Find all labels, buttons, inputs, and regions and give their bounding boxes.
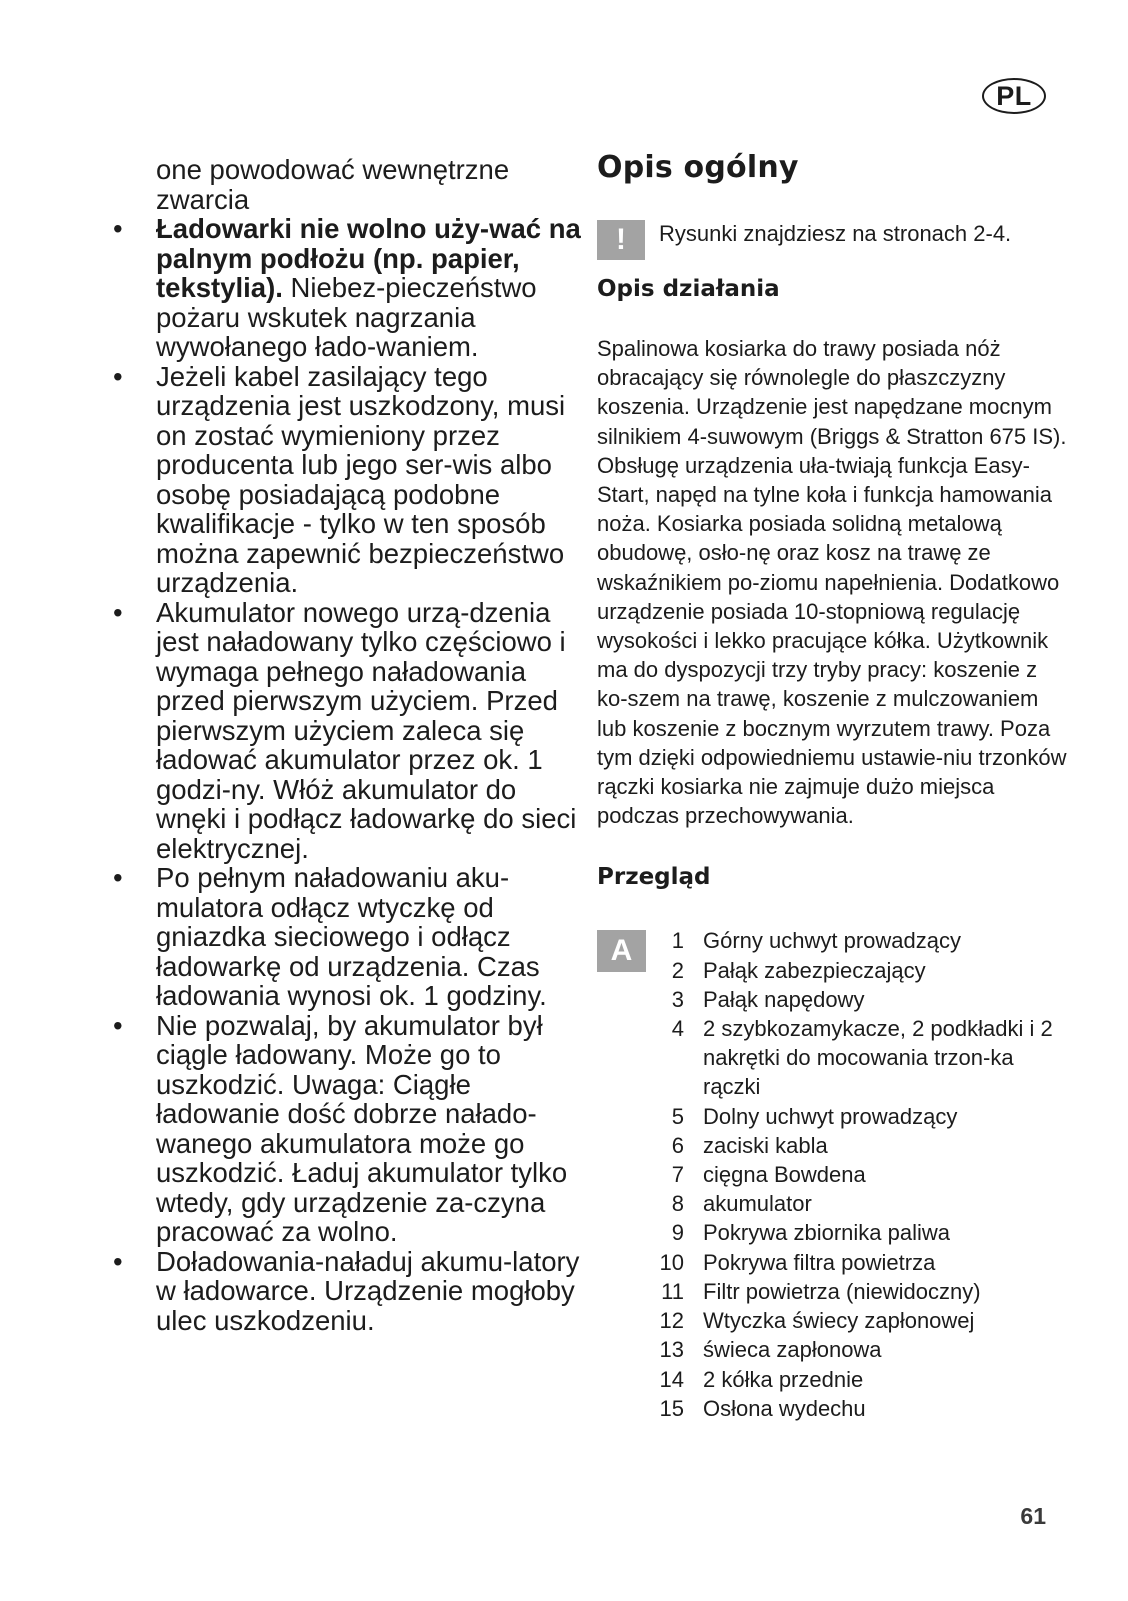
part-number: 5 bbox=[671, 1103, 684, 1129]
part-label: Osłona wydechu bbox=[703, 1395, 866, 1421]
part-number: 9 bbox=[671, 1220, 684, 1246]
part-number: 10 bbox=[659, 1249, 684, 1275]
list-item bbox=[597, 1394, 1067, 1423]
bullet-marker: • bbox=[113, 596, 123, 628]
part-number: 2 bbox=[671, 957, 684, 983]
part-label: Pokrywa filtra powietrza bbox=[703, 1249, 936, 1275]
list-item bbox=[597, 1335, 1067, 1364]
bullet-marker: • bbox=[113, 1245, 123, 1277]
part-number: 13 bbox=[659, 1337, 684, 1363]
part-number: 8 bbox=[671, 1191, 684, 1217]
part-label: Pałąk zabezpieczający bbox=[703, 957, 926, 983]
list-item bbox=[597, 1218, 1067, 1247]
bullet-marker: • bbox=[113, 360, 123, 392]
part-number: 14 bbox=[659, 1366, 684, 1392]
bullet-text: Niebez-pieczeństwo pożaru wskutek nagrzania wywołanego łado-waniem. bbox=[156, 272, 537, 362]
part-number: 6 bbox=[671, 1132, 684, 1158]
safety-bullet-list bbox=[112, 214, 582, 1335]
bullet-text: Po pełnym naładowaniu aku-mulatora odłącz wtyczkę od gniazdka sieciowego i odłącz ładowarkę od urządzenia. Czas ładowania wynosi ok. 1 godziny. bbox=[156, 862, 547, 1011]
list-item bbox=[597, 1306, 1067, 1335]
exclamation-icon: ! bbox=[597, 220, 645, 260]
right-column bbox=[597, 148, 1067, 1423]
part-label: Wtyczka świecy zapłonowej bbox=[703, 1308, 975, 1334]
list-item bbox=[112, 863, 582, 1011]
note-text: Rysunki znajdziesz na stronach 2-4. bbox=[659, 221, 1012, 246]
list-item bbox=[597, 1248, 1067, 1277]
list-item bbox=[597, 1160, 1067, 1189]
parts-list bbox=[597, 926, 1067, 1422]
bullet-marker: • bbox=[113, 213, 123, 244]
overview-title: Przegląd bbox=[597, 864, 711, 891]
part-number: 3 bbox=[671, 986, 684, 1012]
part-label: świeca zapłonowa bbox=[703, 1337, 882, 1363]
part-number: 12 bbox=[659, 1308, 684, 1334]
bullet-text: Nie pozwalaj, by akumulator był ciągle ładowany. Może go to uszkodzić. Uwaga: Ciągłe ładowanie dość dobrze nałado-wanego akumulatora może go uszkodzić. Ładuj akumulator tylko wtedy, gdy urządzenie za-czyna pracować za wolno. bbox=[156, 1009, 568, 1247]
part-label: akumulator bbox=[703, 1191, 812, 1217]
bullet-marker: • bbox=[113, 862, 123, 893]
list-item bbox=[112, 598, 582, 864]
bullet-text: Jeżeli kabel zasilający tego urządzenia jest uszkodzony, musi on zostać wymieniony przez producenta lub jego ser-wis albo osobę posiadającą podobne kwalifikacje - tylko w ten sposób można zapewnić bezpieczeństwo urządzenia. bbox=[156, 360, 566, 598]
part-label: Pokrywa zbiornika paliwa bbox=[703, 1220, 950, 1246]
part-number: 4 bbox=[671, 1016, 684, 1042]
list-item bbox=[597, 1189, 1067, 1218]
function-description: Spalinowa kosiarka do trawy posiada nóż obracający się równolegle do płaszczyzny koszenia. Urządzenie jest napędzane mocnym silnikiem 4-suwowym (Briggs & Stratton 675 IS). Obsługę urządzenia uła-twiają funkcja Easy-Start, napęd na tylne koła i funkcja hamowania noża. Kosiarka posiada solidną metalową obudowę, osło-nę oraz kosz na trawę ze wskaźnikiem po-ziomu napełnienia. Dodatkowo urządzenie posiada 10-stopniową regulację wysokości i lekko pracujące kółka. Użytkownik ma do dyspozycji trzy tryby pracy: koszenie z ko-szem na trawę, koszenie z mulczowaniem lub koszenie z bocznym wyrzutem trawy. Poza tym dzięki odpowiedniemu ustawie-niu trzonków rączki kosiarka nie zajmuje dużo miejsca podczas przechowywania. bbox=[597, 336, 1067, 829]
part-number: 15 bbox=[659, 1395, 684, 1421]
list-item bbox=[112, 214, 582, 362]
part-label: 2 szybkozamykacze, 2 podkładki i 2 nakrętki do mocowania trzon-ka rączki bbox=[703, 1016, 1053, 1100]
bullet-text: Akumulator nowego urzą-dzenia jest naładowany tylko częściowo i wymaga pełnego naładowania przed pierwszym użyciem. Przed pierwszym użyciem zaleca się ładować akumulator przez ok. 1 godzi-ny. Włóż akumulator do wnęki i podłącz ładowarkę do sieci elektrycznej. bbox=[156, 596, 577, 864]
bullet-bold-text: Ładowarki nie wolno uży-wać na palnym podłożu (np. papier, tekstylia). bbox=[156, 213, 581, 303]
part-number: 11 bbox=[661, 1278, 684, 1304]
list-item bbox=[597, 1277, 1067, 1306]
list-item bbox=[112, 1247, 582, 1336]
list-item bbox=[597, 1014, 1067, 1102]
list-item bbox=[112, 362, 582, 598]
list-item bbox=[112, 1011, 582, 1247]
part-number: 7 bbox=[671, 1162, 684, 1188]
list-item bbox=[597, 956, 1067, 985]
page-number: 61 bbox=[1020, 1503, 1046, 1529]
overview-section bbox=[597, 926, 1067, 1422]
figure-a-badge: A bbox=[597, 930, 646, 972]
bullet-text: Doładowania-naładuj akumu-latory w ładowarce. Urządzenie mogłoby ulec uszkodzeniu. bbox=[156, 1245, 580, 1336]
list-item bbox=[597, 1102, 1067, 1131]
list-item bbox=[597, 926, 1067, 955]
part-label: zaciski kabla bbox=[703, 1132, 828, 1158]
list-item bbox=[597, 1365, 1067, 1394]
function-title: Opis działania bbox=[597, 276, 780, 302]
list-item bbox=[597, 985, 1067, 1014]
part-label: cięgna Bowdena bbox=[703, 1162, 866, 1188]
part-label: Filtr powietrza (niewidoczny) bbox=[703, 1278, 981, 1304]
part-label: Dolny uchwyt prowadzący bbox=[703, 1103, 958, 1129]
part-label: Pałąk napędowy bbox=[703, 986, 865, 1012]
figure-note bbox=[597, 216, 1067, 264]
language-badge: PL bbox=[982, 78, 1046, 114]
part-label: 2 kółka przednie bbox=[703, 1366, 864, 1392]
list-item bbox=[597, 1131, 1067, 1160]
part-label: Górny uchwyt prowadzący bbox=[703, 928, 961, 954]
bullet-marker: • bbox=[113, 1009, 123, 1041]
part-number: 1 bbox=[671, 928, 684, 954]
section-title: Opis ogólny bbox=[597, 150, 799, 185]
continuation-text: one powodować wewnętrzne zwarcia bbox=[156, 154, 510, 215]
left-column bbox=[112, 155, 582, 1335]
